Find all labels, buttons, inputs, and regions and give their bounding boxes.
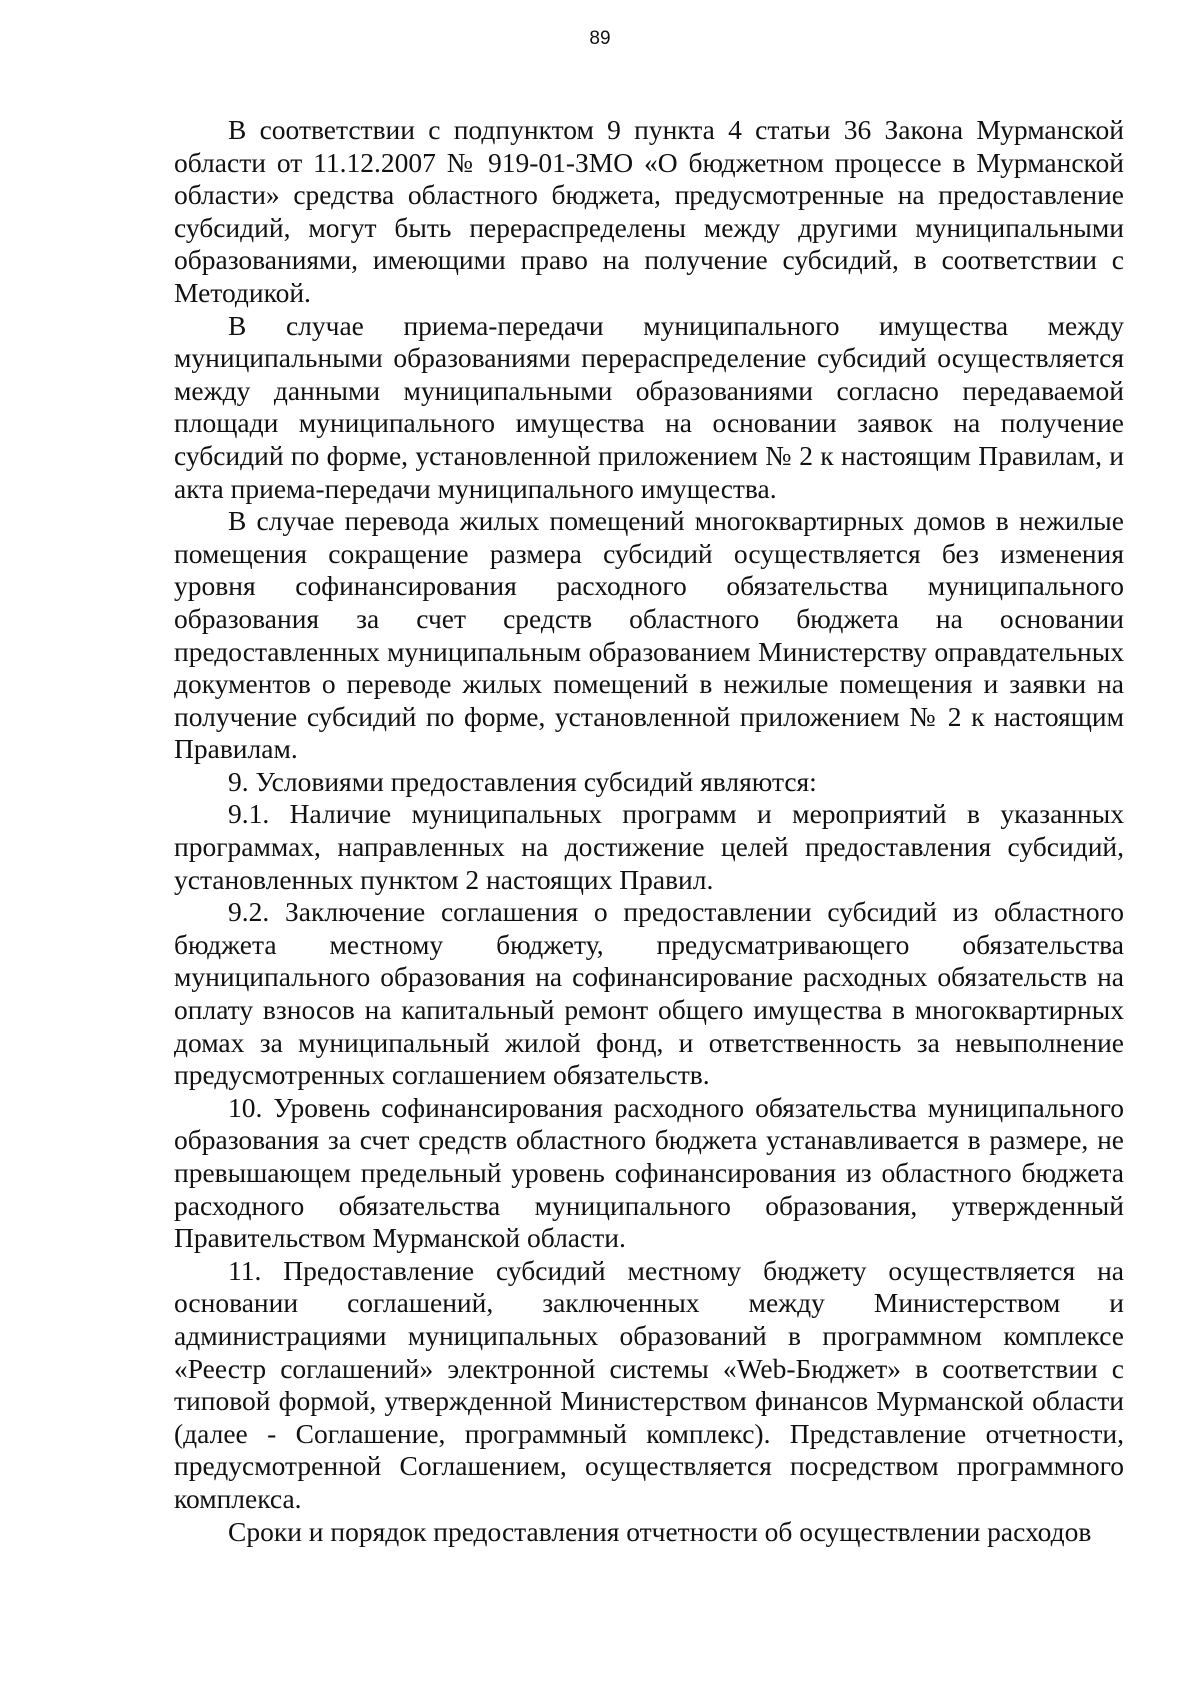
paragraph-item-9-1: 9.1. Наличие муниципальных программ и мероприятий в указанных программах, направленных на достижение целей предоставления субсидий, установленных пунктом 2 настоящих Правил. [174,798,1124,895]
paragraph-redistribution: В соответствии с подпунктом 9 пункта 4 статьи 36 Закона Мурманской области от 11.12.2007 № 919-01-ЗМО «О бюджетном процессе в Мурманской области» средства областного бюджета, предусмотренные на предоставление субсидий, могут быть перераспределены между другими муниципальными образованиями, имеющими право на получение субсидий, в соответствии с Методикой. [174,114,1124,308]
paragraph-property-transfer: В случае приема-передачи муниципального имущества между муниципальными образованиями перераспределение субсидий осуществляется между данными муниципальными образованиями согласно передаваемой площади муниципального имущества на основании заявок на получение субсидий по форме, установленной приложением № 2 к настоящим Правилам, и акта приема-передачи муниципального имущества. [174,309,1124,504]
paragraph-item-11: 11. Предоставление субсидий местному бюджету осуществляется на основании соглашений, заключенных между Министерством и администрациями муниципальных образований в программном комплексе «Реестр соглашений» электронной системы «Web-Бюджет» в соответствии с типовой формой, утвержденной Министерством финансов Мурманской области (далее - Соглашение, программный комплекс). Представление отчетности, предусмотренной Соглашением, осуществляется посредством программного комплекса. [174,1254,1124,1514]
document-body [174,114,1124,1548]
paragraph-reporting-terms: Сроки и порядок предоставления отчетности об осуществлении расходов [228,1515,1092,1547]
paragraph-item-10: 10. Уровень софинансирования расходного обязательства муниципального образования за счет средств областного бюджета устанавливается в размере, не превышающем предельный уровень софинансирования из областного бюджета расходного обязательства муниципального образования, утвержденный Правительством Мурманской области. [174,1091,1124,1254]
paragraph-premises-conversion: В случае перевода жилых помещений многоквартирных домов в нежилые помещения сокращение размера субсидий осуществляется без изменения уровня софинансирования расходного обязательства муниципального образования за счет средств областного бюджета на основании предоставленных муниципальным образованием Министерству оправдательных документов о переводе жилых помещений в нежилые помещения и заявки на получение субсидий по форме, установленной приложением № 2 к настоящим Правилам. [174,505,1124,765]
page-number: 89 [589,28,611,49]
paragraph-item-9: 9. Условиями предоставления субсидий являются: [228,765,817,797]
paragraph-item-9-2: 9.2. Заключение соглашения о предоставлении субсидий из областного бюджета местному бюджету, предусматривающего обязательства муниципального образования на софинансирование расходных обязательств на оплату взносов на капитальный ремонт общего имущества в многоквартирных домах за муниципальный жилой фонд, и ответственность за невыполнение предусмотренных соглашением обязательств. [174,896,1124,1091]
